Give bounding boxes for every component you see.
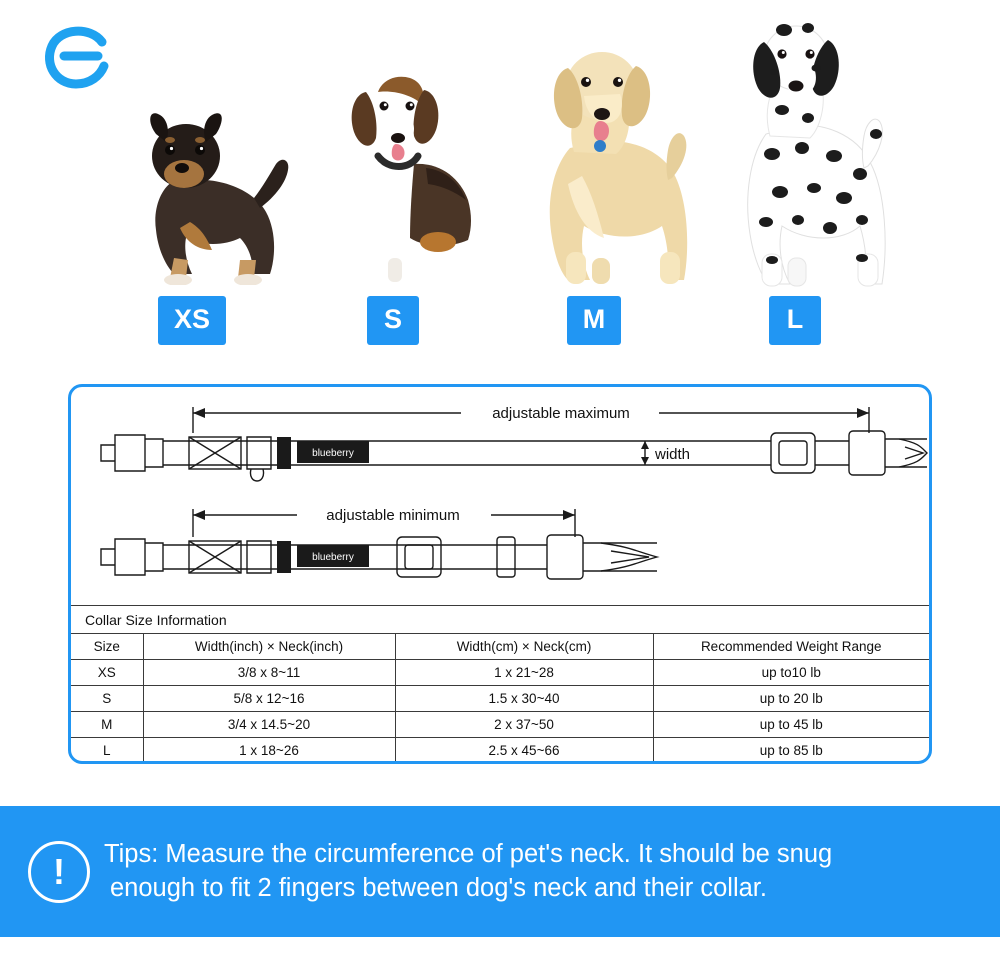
- cell-inch-xs: 3/8 x 8~11: [143, 660, 395, 686]
- size-badge-m: M: [567, 296, 622, 345]
- cell-weight-m: up to 45 lb: [653, 712, 929, 738]
- dog-photo-xs: [120, 90, 290, 290]
- size-badge-s: S: [367, 296, 419, 345]
- table-row: [71, 686, 929, 712]
- cell-cm-xs: 1 x 21~28: [395, 660, 653, 686]
- table-header-weight: Recommended Weight Range: [653, 634, 929, 660]
- tips-banner: [0, 806, 1000, 937]
- cell-cm-l: 2.5 x 45~66: [395, 738, 653, 764]
- table-header-inch: Width(inch) × Neck(inch): [143, 634, 395, 660]
- cell-weight-l: up to 85 lb: [653, 738, 929, 764]
- cell-size-l: L: [71, 738, 143, 764]
- width-label: width: [655, 446, 691, 463]
- size-badge-xs: XS: [158, 296, 226, 345]
- table-title-row: [71, 606, 929, 634]
- collar-size-table: [71, 605, 929, 764]
- adjustable-maximum-label: adjustable maximum: [492, 405, 630, 422]
- tips-text: [104, 838, 860, 905]
- exclamation-icon: !: [28, 841, 90, 903]
- table-header-size: Size: [71, 634, 143, 660]
- size-badge-l-slot: [735, 296, 855, 345]
- size-table-wrap: [71, 605, 929, 764]
- cell-cm-s: 1.5 x 30~40: [395, 686, 653, 712]
- cell-cm-m: 2 x 37~50: [395, 712, 653, 738]
- cell-weight-xs: up to10 lb: [653, 660, 929, 686]
- size-badge-row: [0, 296, 1000, 352]
- table-row: [71, 660, 929, 686]
- tips-line-2: enough to fit 2 fingers between dog's neck and their collar.: [110, 873, 767, 902]
- cell-weight-s: up to 20 lb: [653, 686, 929, 712]
- dog-photo-s: [318, 58, 488, 291]
- dog-photo-m: [512, 28, 690, 291]
- tips-line-1: Tips: Measure the circumference of pet's neck. It should be snug: [104, 839, 833, 868]
- collar-brand-tag-top: blueberry: [312, 448, 354, 459]
- size-badge-s-slot: [333, 296, 453, 345]
- collar-brand-tag-bottom: blueberry: [312, 552, 354, 563]
- cell-inch-s: 5/8 x 12~16: [143, 686, 395, 712]
- table-header-row: [71, 634, 929, 660]
- collar-measurement-panel: [68, 384, 932, 764]
- size-badge-m-slot: [534, 296, 654, 345]
- table-header-cm: Width(cm) × Neck(cm): [395, 634, 653, 660]
- table-row: [71, 712, 929, 738]
- cell-size-xs: XS: [71, 660, 143, 686]
- dog-photo-l: [710, 6, 886, 293]
- cell-inch-m: 3/4 x 14.5~20: [143, 712, 395, 738]
- adjustable-minimum-label: adjustable minimum: [326, 507, 460, 524]
- size-badge-xs-slot: [132, 296, 252, 345]
- collar-diagram: [71, 387, 929, 607]
- table-title: Collar Size Information: [71, 606, 929, 634]
- size-badge-l: L: [769, 296, 821, 345]
- cell-inch-l: 1 x 18~26: [143, 738, 395, 764]
- cell-size-m: M: [71, 712, 143, 738]
- cell-size-s: S: [71, 686, 143, 712]
- table-row: [71, 738, 929, 764]
